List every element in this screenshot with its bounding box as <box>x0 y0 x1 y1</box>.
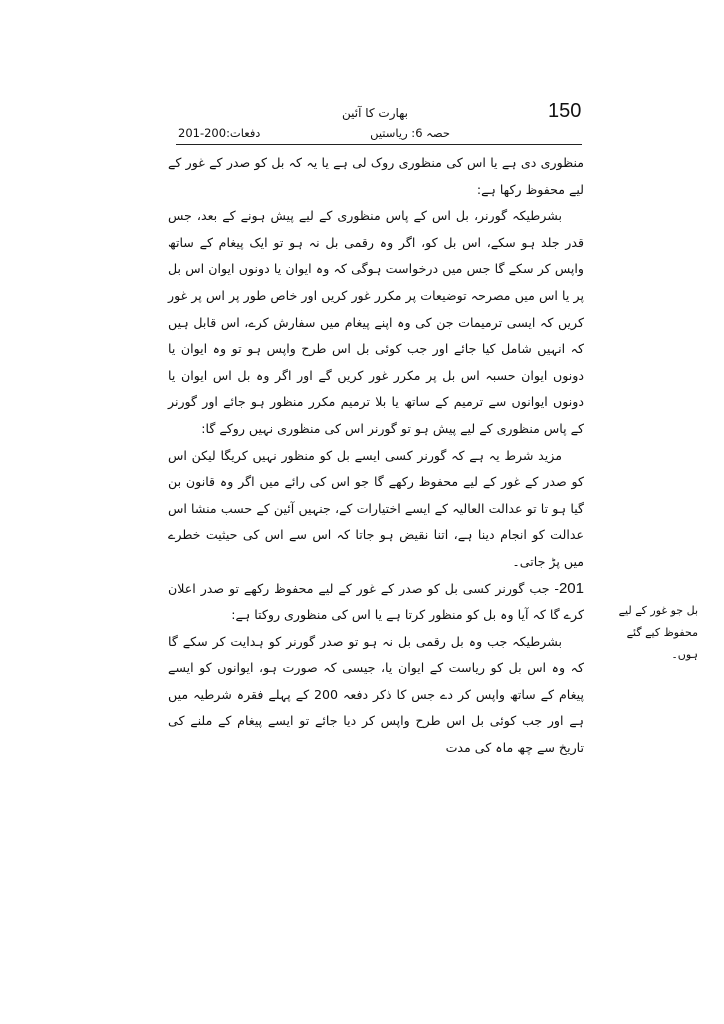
article-201-text: - جب گورنر کسی بل کو صدر کے غور کے لیے محفوظ رکھے تو صدر اعلان کرے گا کہ آیا وہ بل کو منظور کرتا ہے یا اس کی منظوری روکتا ہے: <box>168 580 584 623</box>
header-part: حصہ 6: ریاستیں <box>370 126 450 140</box>
page-number: 150 <box>548 100 582 122</box>
paragraph-201-proviso: بشرطیکہ جب وہ بل رقمی بل نہ ہو تو صدر گورنر کو ہدایت کر سکے گا کہ وہ اس بل کو ریاست کے ایوان یا، جیسی کہ صورت ہو، ایوانوں کو ایسے پیغام کے ساتھ واپس کر دے جس کا ذکر دفعہ 200 کے پہلے فقرہ شرطیہ میں ہے اور جب کوئی بل اس طرح واپس کر دیا جائے تو ایسے پیغام کے ملنے کی تاریخ سے چھ ماہ کی مدت <box>168 633 584 756</box>
header-rule <box>176 144 582 145</box>
body-text <box>168 150 584 762</box>
paragraph-further-proviso: مزید شرط یہ ہے کہ گورنر کسی ایسے بل کو منظور نہیں کریگا لیکن اس کو صدر کے غور کے لیے محفوظ رکھے گا جو اس کی رائے میں اگر وہ قانون بن گیا ہو تا تو عدالت العالیہ کے ایسے اختیارات کے، جنہیں آئین کے حسب منشا اس عدالت کو انجام دینا ہے، اتنا نقیض ہو جاتا کہ اس سے اس کی حیثیت خطرے میں پڑ جاتی۔ <box>168 447 584 569</box>
running-title: بھارت کا آئین <box>341 106 409 120</box>
margin-note: بل جو غور کے لیے محفوظ کیے گئے ہوں۔ <box>618 604 698 661</box>
paragraph-proviso: بشرطیکہ گورنر، بل اس کے پاس منظوری کے لیے پیش ہونے کے بعد، جس قدر جلد ہو سکے، اس بل کو، اگر وہ رقمی بل نہ ہو تو ایک پیغام کے ساتھ واپس کر سکے گا جس میں درخواست ہوگی کہ وہ ایوان یا دونوں ایوان اس بل پر یا اس میں مصرحہ توضیعات پر مکرر غور کریں اور خاص طور پر اس پر غور کریں کہ ایسی ترمیمات جن کی وہ اپنے پیغام میں سفارش کرے، اس قابل ہیں کہ انہیں شامل کیا جائے اور جب کوئی بل اس طرح واپس ہو تو وہ ایوان یا دونوں ایوان حسبہ اس بل پر مکرر غور کریں گے اور اگر وہ بل اس ایوان یا دونوں ایوانوں سے ترمیم کے ساتھ یا بلا ترمیم مکرر منظور ہو جائے اور گورنر کے پاس منظوری کے لیے پیش ہو تو گورنر اس کی منظوری نہیں روکے گا: <box>168 208 584 436</box>
header-articles: دفعات:200-201 <box>178 126 261 140</box>
article-201-number: 201 <box>558 579 584 597</box>
article-201 <box>168 576 584 629</box>
paragraph-1: منظوری دی ہے یا اس کی منظوری روک لی ہے یا یہ کہ بل کو صدر کے غور کے لیے محفوظ رکھا ہے: <box>168 155 584 197</box>
